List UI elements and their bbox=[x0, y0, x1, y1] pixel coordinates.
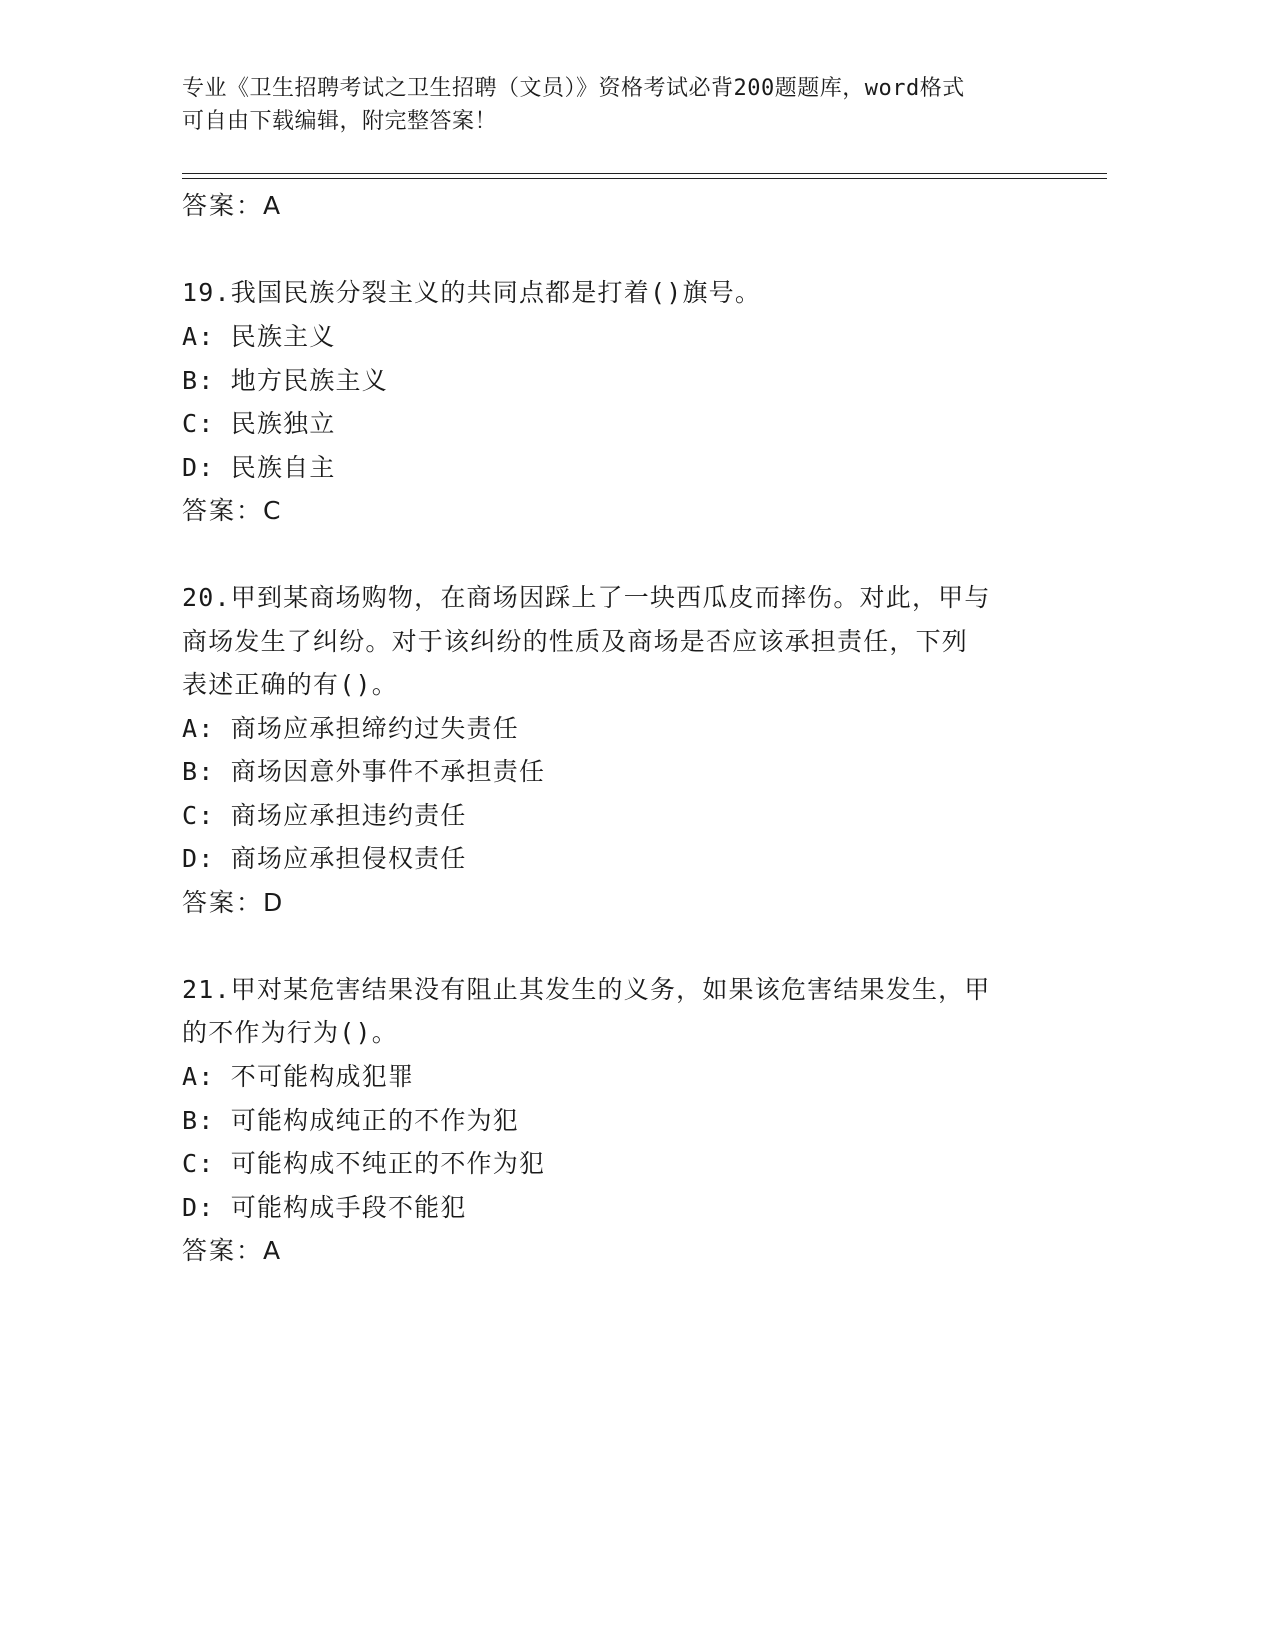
question-19-stem: 19.我国民族分裂主义的共同点都是打着()旗号。 bbox=[182, 278, 762, 307]
question-20-answer: 答案：D bbox=[182, 888, 285, 917]
question-21-option-a: A: 不可能构成犯罪 bbox=[182, 1062, 415, 1091]
question-21-stem-line-1: 21.甲对某危害结果没有阻止其发生的义务，如果该危害结果发生，甲 bbox=[182, 975, 991, 1004]
question-21-option-d: D: 可能构成手段不能犯 bbox=[182, 1193, 467, 1222]
header-title-line-2: 可自由下载编辑，附完整答案！ bbox=[182, 109, 498, 134]
question-19-option-b: B: 地方民族主义 bbox=[182, 366, 388, 395]
question-21-answer: 答案：A bbox=[182, 1236, 283, 1265]
previous-answer: 答案：A bbox=[182, 191, 283, 220]
question-19-answer: 答案：C bbox=[182, 496, 283, 525]
question-20-option-c: C: 商场应承担违约责任 bbox=[182, 801, 467, 830]
question-21-stem-line-2: 的不作为行为()。 bbox=[182, 1018, 398, 1047]
question-list bbox=[182, 0, 1082, 1650]
question-19-option-c: C: 民族独立 bbox=[182, 409, 336, 438]
question-20-stem-line-3: 表述正确的有()。 bbox=[182, 670, 398, 699]
question-19-option-a: A: 民族主义 bbox=[182, 322, 336, 351]
question-21-option-b: B: 可能构成纯正的不作为犯 bbox=[182, 1106, 519, 1135]
question-20-option-d: D: 商场应承担侵权责任 bbox=[182, 844, 467, 873]
question-21-option-c: C: 可能构成不纯正的不作为犯 bbox=[182, 1149, 546, 1178]
question-20-stem-line-2: 商场发生了纠纷。对于该纠纷的性质及商场是否应该承担责任，下列 bbox=[182, 627, 969, 656]
question-20-option-b: B: 商场因意外事件不承担责任 bbox=[182, 757, 546, 786]
header-title-line-1: 专业《卫生招聘考试之卫生招聘（文员）》资格考试必背200题题库，word格式 bbox=[182, 76, 965, 101]
question-19-option-d: D: 民族自主 bbox=[182, 453, 336, 482]
question-20-option-a: A: 商场应承担缔约过失责任 bbox=[182, 714, 519, 743]
question-20-stem-line-1: 20.甲到某商场购物，在商场因踩上了一块西瓜皮而摔伤。对此，甲与 bbox=[182, 583, 991, 612]
